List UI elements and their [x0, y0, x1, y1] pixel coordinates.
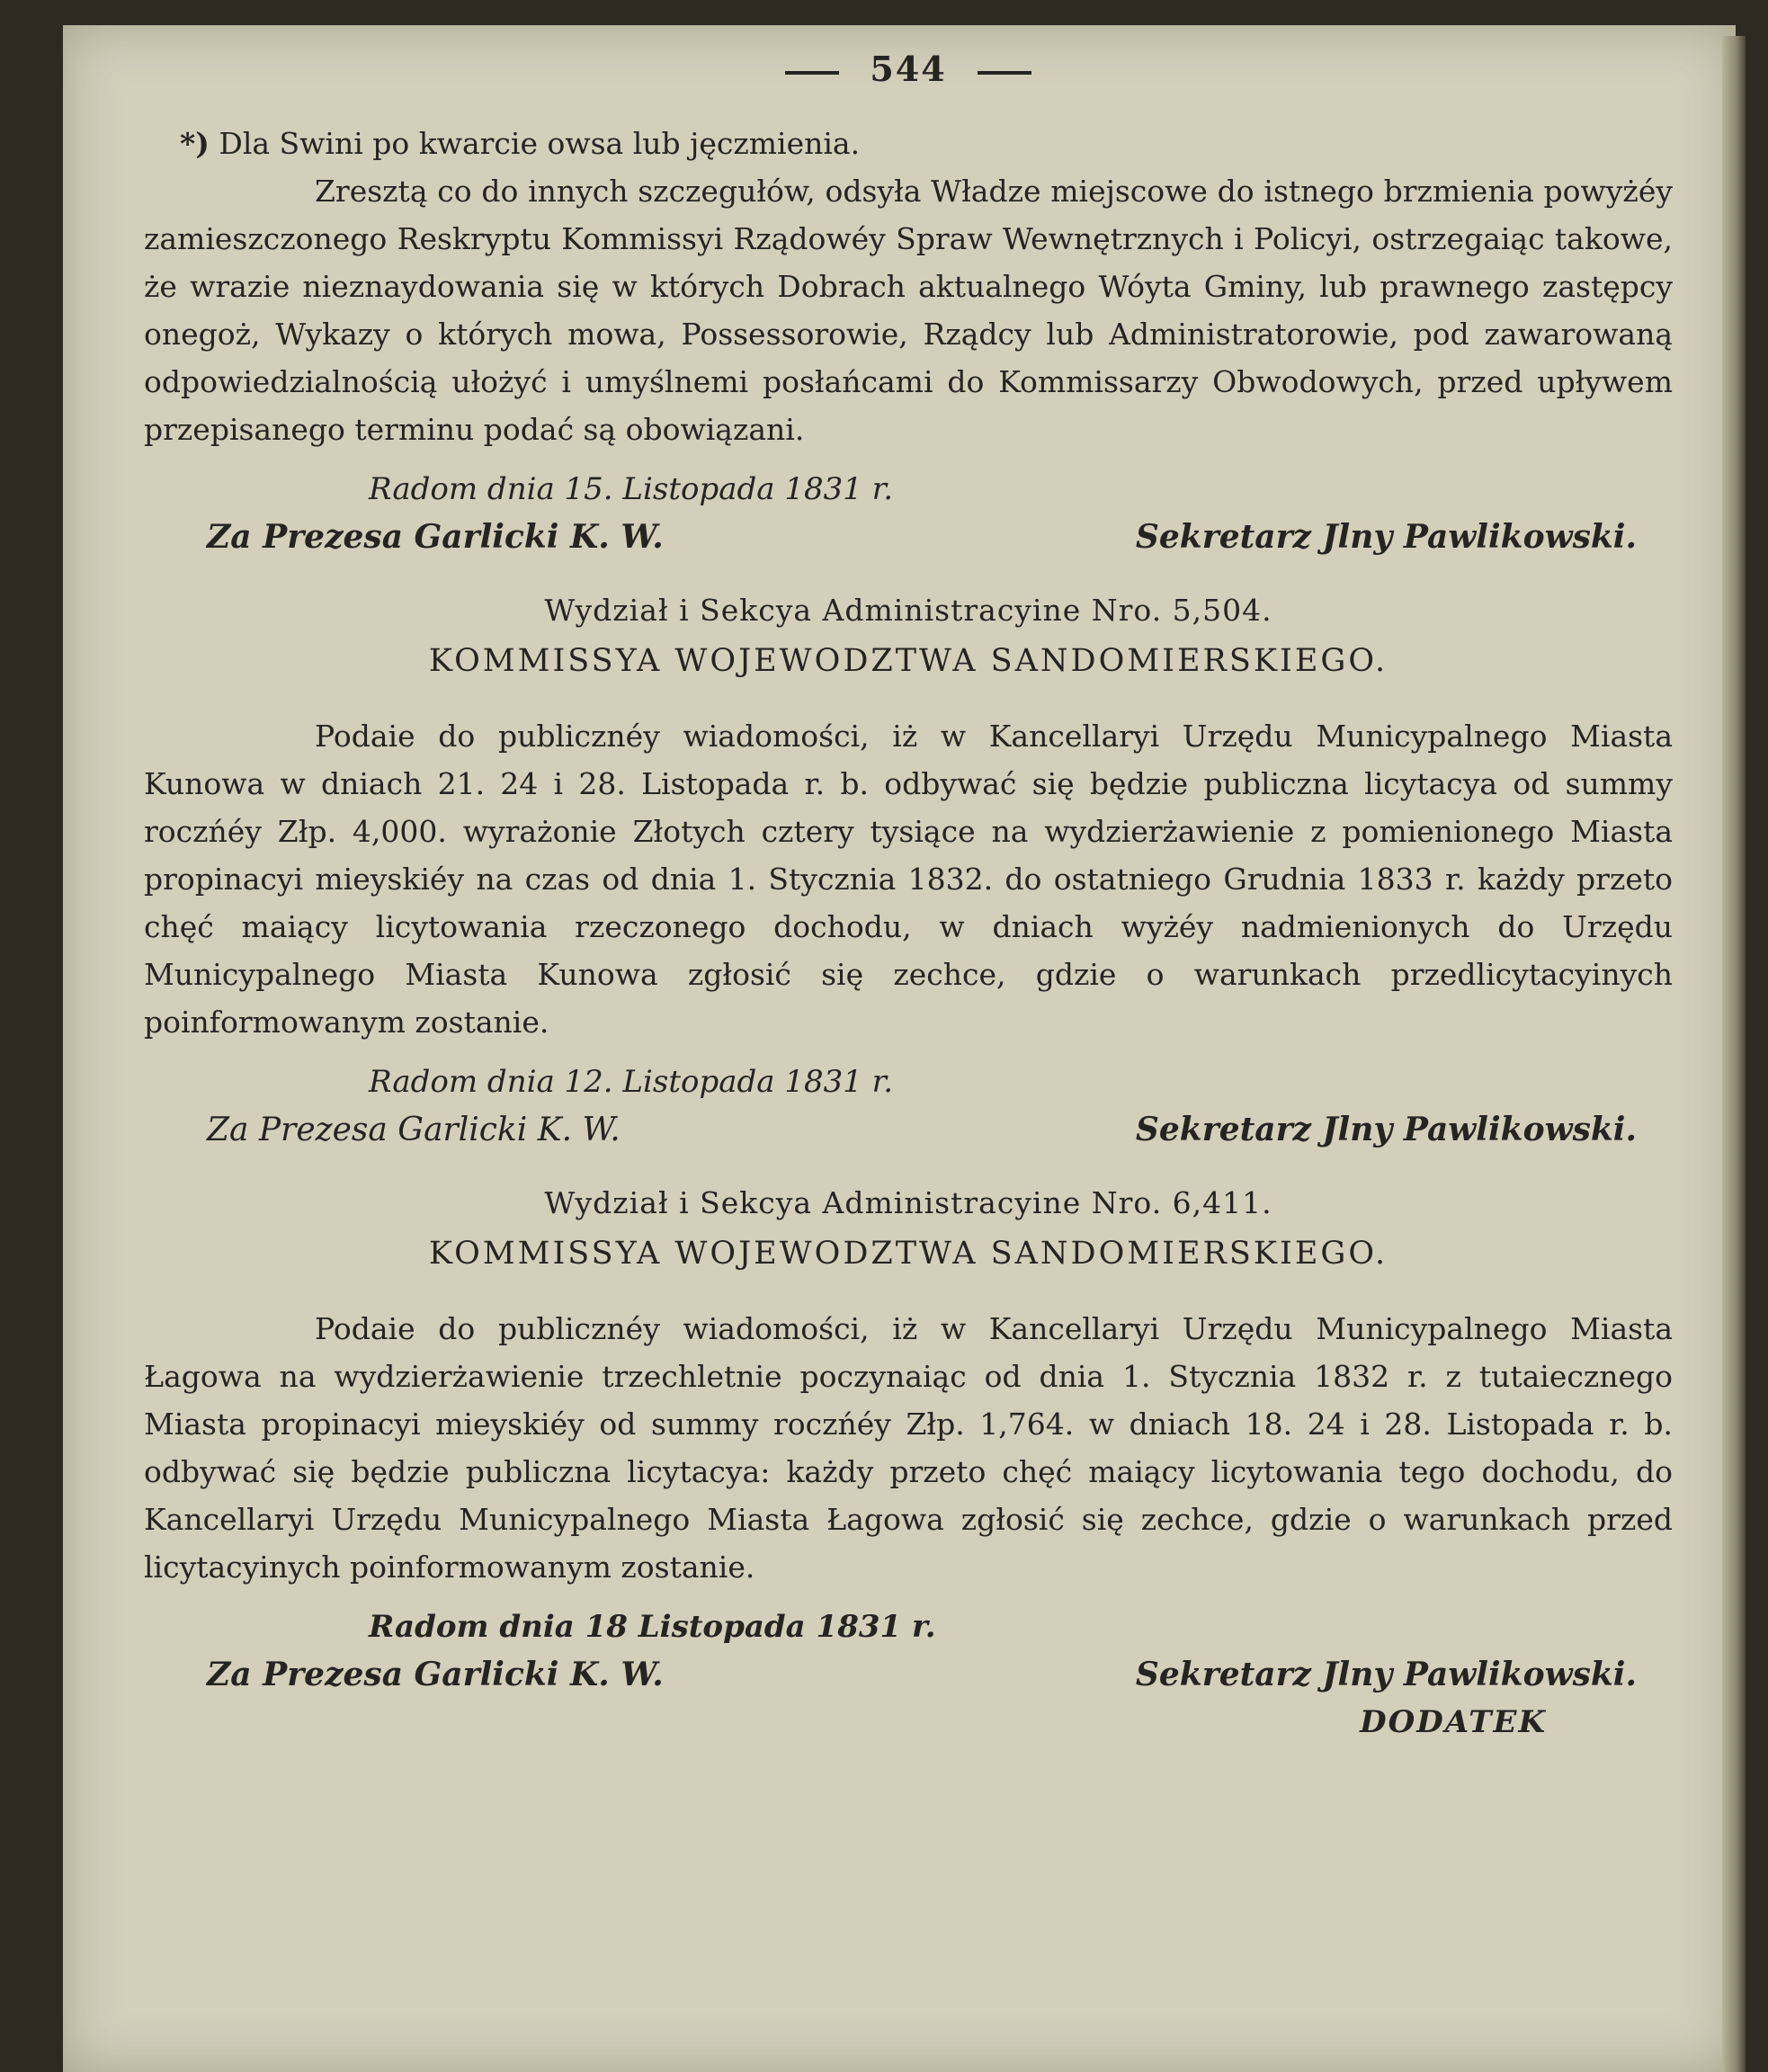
- notice-2-date: Radom dnia 12. Listopada 1831 r.: [369, 1064, 893, 1100]
- page-text: [144, 45, 1673, 1746]
- footnote: [144, 120, 1673, 167]
- notice-3-date: Radom dnia 18 Listopada 1831 r.: [369, 1609, 936, 1645]
- notice-3-body: Podaie do publicznéy wiadomości, iż w Kancellaryi Urzędu Municypalnego Miasta Łagowa na wydzierżawienie trzechletnie poczynaiąc od dnia 1. Stycznia 1832 r. z tutaiecznego Miasta propinacyi mieyskiéy od summy roczńéy Złp. 1,764. w dniach 18. 24 i 28. Listopada r. b. odbywać się będzie publiczna licytacya: każdy przeto chęć maiący licytowania tego dochodu, do Kancellaryi Urzędu Municypalnego Miasta Łagowa zgłosić się zechce, gdzie o warunkach przed licytacyinych poinformowanym zostanie.: [144, 1311, 1673, 1585]
- notice-3-signatory-right: Sekretarz Jlny Pawlikowski.: [1135, 1656, 1637, 1693]
- notice-2-signatory-right: Sekretarz Jlny Pawlikowski.: [1135, 1111, 1637, 1148]
- footnote-text: Dla Swini po kwarcie owsa lub jęczmienia.: [219, 126, 861, 161]
- notice-3-department: Wydział i Sekcya Administracyine Nro. 6,411.: [544, 1185, 1272, 1220]
- catchword: DODATEK: [1360, 1704, 1547, 1740]
- page-edge: [1722, 36, 1746, 2072]
- page-number: 544: [870, 49, 947, 89]
- notice-3-signatures: [207, 1651, 1637, 1699]
- notice-3-heading: KOMMISSYA WOJEWODZTWA SANDOMIERSKIEGO.: [428, 1236, 1389, 1272]
- notice-3-signatory-left: Za Prezesa Garlicki K. W.: [207, 1656, 664, 1693]
- notice-1-signatory-right: Sekretarz Jlny Pawlikowski.: [1135, 518, 1637, 556]
- notice-2-body: Podaie do publicznéy wiadomości, iż w Kancellaryi Urzędu Municypalnego Miasta Kunowa w dniach 21. 24 i 28. Listopada r. b. odbywać się będzie publiczna licytacya od summy roczńéy Złp. 4,000. wyrażonie Złotych cztery tysiące na wydzierżawienie z pomienionego Miasta propinacyi mieyskiéy na czas od dnia 1. Stycznia 1832. do ostatniego Grudnia 1833 r. każdy przeto chęć maiący licytowania rzeczonego dochodu, w dniach wyżéy nadmienionych do Urzędu Municypalnego Miasta Kunowa zgłosić się zechce, gdzie o warunkach przedlicytacyinych poinformowanym zostanie.: [144, 719, 1673, 1040]
- notice-2-heading: KOMMISSYA WOJEWODZTWA SANDOMIERSKIEGO.: [428, 643, 1389, 679]
- notice-1-date: Radom dnia 15. Listopada 1831 r.: [369, 471, 893, 507]
- notice-2-signatory-left: Za Prezesa Garlicki K. W.: [207, 1112, 621, 1148]
- left-dash: [785, 71, 839, 75]
- notice-2-department: Wydział i Sekcya Administracyine Nro. 5,504.: [544, 593, 1272, 628]
- right-dash: [978, 71, 1031, 75]
- page-number-line: [144, 45, 1673, 93]
- intro-paragraph: Zresztą co do innych szczegułów, odsyła Władze miejscowe do istnego brzmienia powyżéy zamieszczonego Reskryptu Kommissyi Rządowéy Spraw Wewnętrznych i Policyi, ostrzegaiąc takowe, że wrazie nieznaydowania się w których Dobrach aktualnego Wóyta Gminy, lub prawnego zastępcy onegoż, Wykazy o których mowa, Possessorowie, Rządcy lub Administratorowie, pod zawarowaną odpowiedzialnością ułożyć i umyślnemi posłańcami do Kommissarzy Obwodowych, przed upływem przepisanego terminu podać są obowiązani.: [144, 174, 1673, 447]
- notice-2-signatures: [207, 1106, 1637, 1154]
- notice-1-signatory-left: Za Prezesa Garlicki K. W.: [207, 518, 664, 556]
- footnote-marker: *): [180, 126, 210, 161]
- notice-1-signatures: [207, 514, 1637, 561]
